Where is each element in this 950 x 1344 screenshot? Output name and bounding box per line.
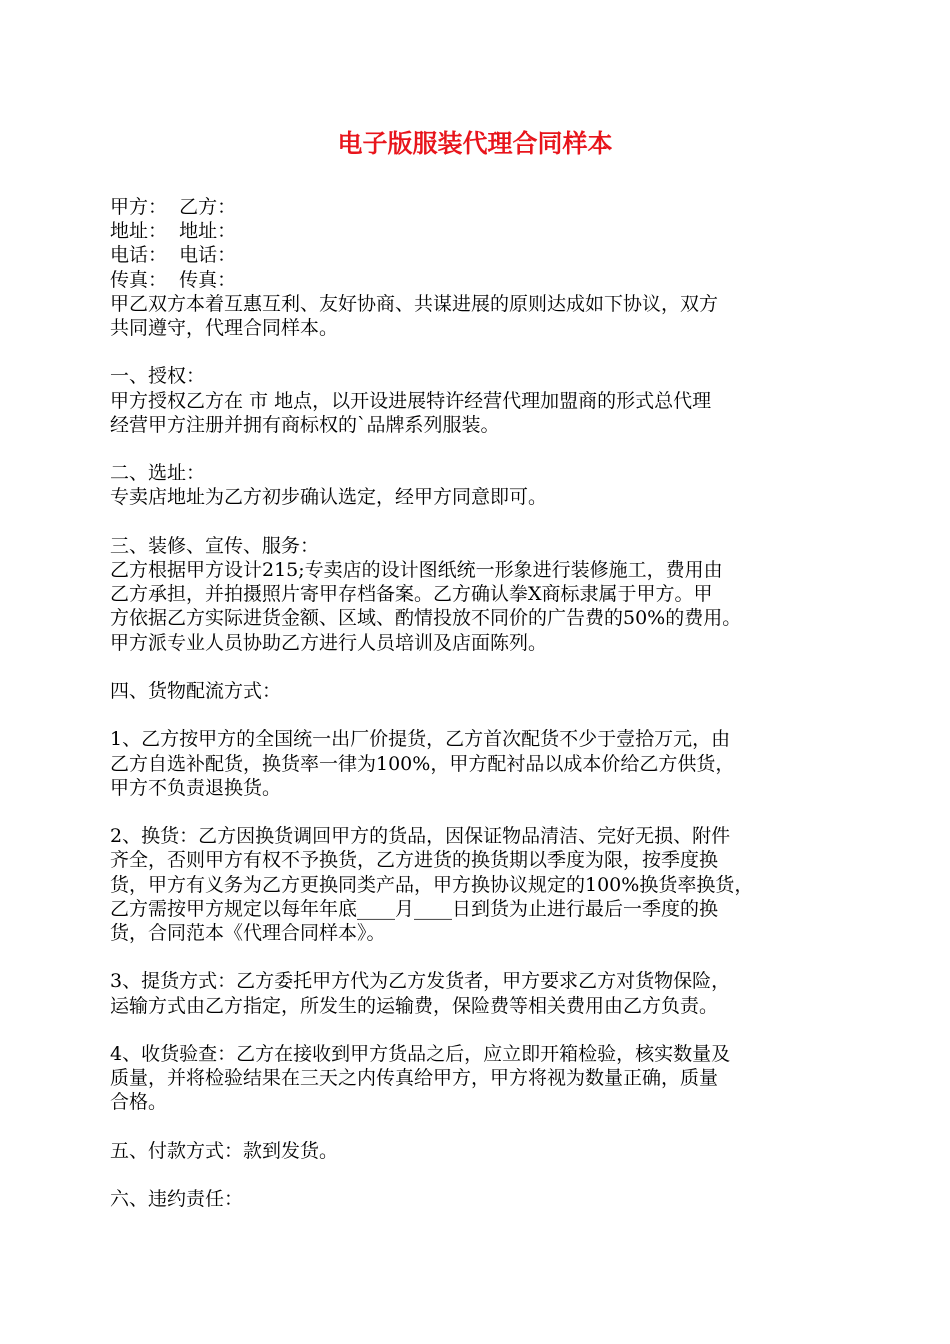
spacer — [110, 340, 850, 364]
spacer — [110, 800, 850, 824]
section-line: 甲方授权乙方在 市 地点，以开设进展特许经营代理加盟商的形式总代理 — [110, 389, 712, 412]
spacer — [110, 1115, 850, 1139]
section-line: 乙方承担，并拍摄照片寄甲存档备案。乙方确认拳X商标隶属于甲方。甲 — [110, 583, 713, 606]
intro-line: 共同遵守，代理合同样本。 — [110, 317, 339, 340]
section-line: 甲方派专业人员协助乙方进行人员培训及店面陈列。 — [110, 631, 548, 654]
section-line: 方依据乙方实际进货金额、区域、酌情投放不同价的广告费的50%的费用。 — [110, 607, 742, 630]
spacer — [110, 1018, 850, 1042]
clause-line: 甲方不负责退换货。 — [110, 776, 282, 799]
clause-line: 1、乙方按甲方的全国统一出厂价提货，乙方首次配货不少于壹拾万元，由 — [110, 728, 731, 751]
clause-line: 质量，并将检验结果在三天之内传真给甲方，甲方将视为数量正确，质量 — [110, 1067, 719, 1090]
spacer — [110, 510, 850, 534]
clause-line: 合格。 — [110, 1091, 168, 1114]
section-heading: 六、违约责任： — [110, 1188, 244, 1211]
clause-line: 货，甲方有义务为乙方更换同类产品，甲方换协议规定的100%换货率换货， — [110, 873, 754, 896]
document-title: 电子版服装代理合同样本 — [337, 129, 613, 158]
spacer — [110, 1163, 850, 1187]
clause-line: 2、换货：乙方因换货调回甲方的货品，因保证物品清洁、完好无损、附件 — [110, 825, 731, 848]
spacer — [110, 437, 850, 461]
party-line: 甲方： 乙方： — [110, 196, 237, 218]
section-heading: 一、授权： — [110, 365, 206, 388]
clause-line: 4、收货验查：乙方在接收到甲方货品之后，应立即开箱检验，核实数量及 — [110, 1042, 731, 1065]
section-line: 专卖店地址为乙方初步确认选定，经甲方同意即可。 — [110, 486, 548, 509]
section-heading: 三、装修、宣传、服务： — [110, 534, 320, 557]
clause-line: 乙方自选补配货，换货率一律为100%，甲方配衬品以成本价给乙方供货， — [110, 752, 735, 775]
section-heading: 四、货物配流方式： — [110, 680, 282, 702]
spacer — [110, 703, 850, 727]
clause-line: 乙方需按甲方规定以每年年底____月____日到货为止进行最后一季度的换 — [110, 897, 719, 920]
intro-line: 甲乙双方本着互惠互利、友好协商、共谋进展的原则达成如下协议，双方 — [110, 292, 719, 315]
spacer — [110, 655, 850, 679]
clause-line: 齐全，否则甲方有权不予换货，乙方进货的换货期以季度为限，按季度换 — [110, 849, 719, 872]
fax-line: 传真： 传真： — [110, 268, 237, 291]
clause-line: 3、提货方式：乙方委托甲方代为乙方发货者，甲方要求乙方对货物保险， — [110, 970, 731, 993]
clause-line: 货，合同范本《代理合同样本》。 — [110, 922, 386, 944]
phone-line: 电话： 电话： — [110, 244, 237, 267]
section-heading: 五、付款方式：款到发货。 — [110, 1139, 339, 1162]
section-line: 乙方根据甲方设计215;专卖店的设计图纸统一形象进行装修施工，费用由 — [110, 559, 723, 581]
section-heading: 二、选址： — [110, 462, 206, 485]
address-line: 地址： 地址： — [110, 220, 237, 243]
section-line: 经营甲方注册并拥有商标权的`品牌系列服装。 — [110, 413, 500, 436]
clause-line: 运输方式由乙方指定，所发生的运输费，保险费等相关费用由乙方负责。 — [110, 994, 719, 1017]
spacer — [110, 945, 850, 969]
document-body — [110, 195, 850, 1211]
